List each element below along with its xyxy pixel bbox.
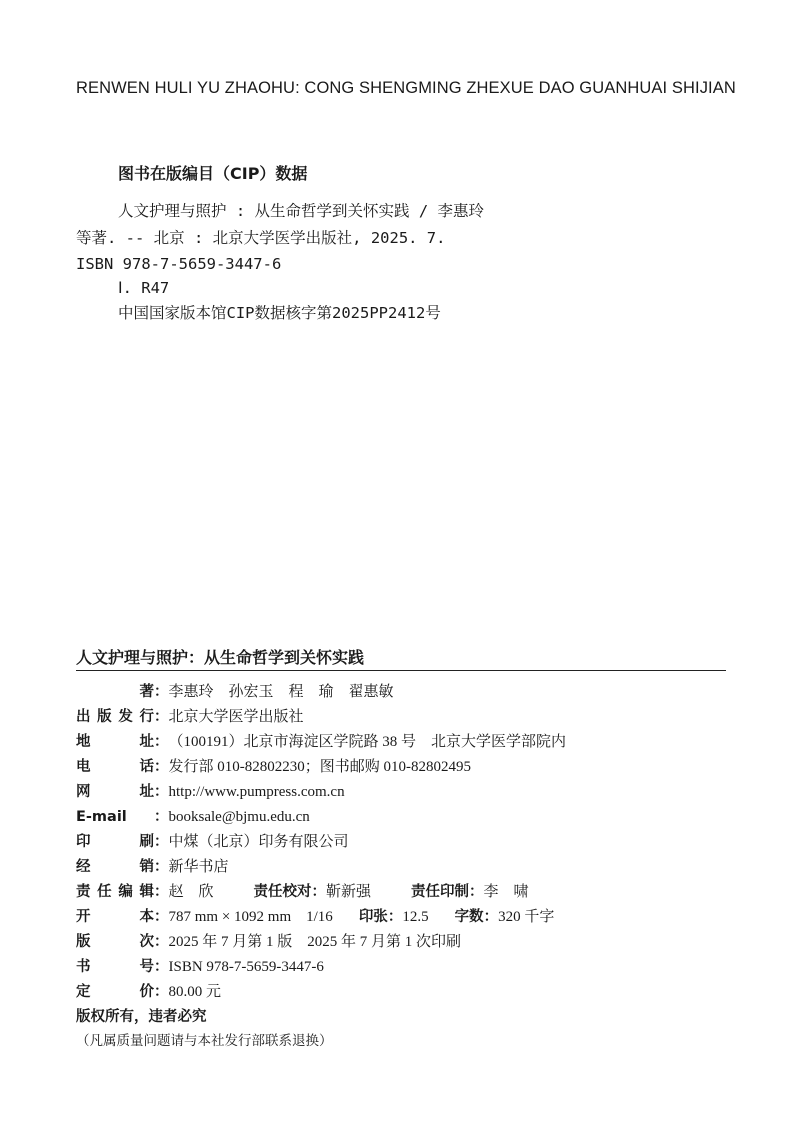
website-value: http://www.pumpress.com.cn <box>168 784 345 800</box>
imprint-row-publisher: 出版发行 ： 北京大学医学出版社 <box>76 705 756 730</box>
author-value: 李惠玲 孙宏玉 程 瑜 翟惠敏 <box>168 684 394 700</box>
price-label: 定价 <box>76 984 154 1000</box>
cip-line: ISBN 978-7-5659-3447-6 <box>76 255 282 273</box>
imprint-row-distributor: 经销 ： 新华书店 <box>76 855 756 880</box>
proofreader-value: 靳新强 <box>326 884 372 900</box>
editor-value: 赵 欣 <box>168 884 214 900</box>
phone-label: 电话 <box>76 759 154 775</box>
edition-value: 2025 年 7 月第 1 版 2025 年 7 月第 1 次印刷 <box>168 934 462 950</box>
copyright-notice: 版权所有，违者必究 <box>76 1009 207 1025</box>
publisher-label: 出版发行 <box>76 709 154 725</box>
cip-line: 人文护理与照护 : 从生命哲学到关怀实践 / 李惠玲 <box>118 202 484 220</box>
imprint-row-email: E-mail ： booksale@bjmu.edu.cn <box>76 805 756 830</box>
distributor-value: 新华书店 <box>168 859 229 875</box>
author-label: 著 <box>139 684 154 700</box>
publisher-value: 北京大学医学出版社 <box>168 709 304 725</box>
distributor-label: 经销 <box>76 859 154 875</box>
title-divider <box>76 670 726 671</box>
sheets-value: 12.5 <box>402 909 429 925</box>
words-label: 字数 <box>454 909 484 925</box>
isbn-value: ISBN 978-7-5659-3447-6 <box>168 959 324 975</box>
email-value: booksale@bjmu.edu.cn <box>168 809 310 825</box>
website-label: 网址 <box>76 784 154 800</box>
pinyin-title: RENWEN HULI YU ZHAOHU: CONG SHENGMING ZHEXUE DAO GUANHUAI SHIJIAN <box>76 79 736 97</box>
cip-line: 等著. -- 北京 : 北京大学医学出版社, 2025. 7. <box>76 229 446 247</box>
return-note: （凡属质量问题请与本社发行部联系退换） <box>76 1033 333 1049</box>
imprint-row-website: 网址 ： http://www.pumpress.com.cn <box>76 780 756 805</box>
print-supervisor-value: 李 啸 <box>483 884 529 900</box>
imprint-row-editors: 责任编辑 ： 赵 欣 责任校对 ： 靳新强 责任印制 ： 李 啸 <box>76 880 756 905</box>
imprint-row-author: 著 ： 李惠玲 孙宏玉 程 瑜 翟惠敏 <box>76 680 756 705</box>
format-value: 787 mm × 1092 mm 1/16 <box>168 909 333 925</box>
sheets-label: 印张 <box>358 909 388 925</box>
price-value: 80.00 元 <box>168 984 222 1000</box>
imprint-row-isbn: 书号 ： ISBN 978-7-5659-3447-6 <box>76 955 756 980</box>
format-label: 开本 <box>76 909 154 925</box>
editor-label: 责任编辑 <box>76 884 154 900</box>
printer-label: 印刷 <box>76 834 154 850</box>
imprint-row-price: 定价 ： 80.00 元 <box>76 980 756 1005</box>
printer-value: 中煤（北京）印务有限公司 <box>168 834 349 850</box>
cip-line: 中国国家版本馆CIP数据核字第2025PP2412号 <box>118 304 441 322</box>
cip-line: Ⅰ. R47 <box>118 279 170 297</box>
imprint-row-format: 开本 ： 787 mm × 1092 mm 1/16 印张 ： 12.5 字数 ： 320 千字 <box>76 905 756 930</box>
email-label: E-mail <box>76 809 127 825</box>
cip-heading: 图书在版编目（CIP）数据 <box>118 164 308 183</box>
words-value: 320 千字 <box>498 909 555 925</box>
imprint-row-printer: 印刷 ： 中煤（北京）印务有限公司 <box>76 830 756 855</box>
imprint-block <box>76 680 756 1052</box>
proofreader-label: 责任校对 <box>253 884 312 900</box>
book-title: 人文护理与照护：从生命哲学到关怀实践 <box>76 648 365 667</box>
phone-value: 发行部 010-82802230；图书邮购 010-82802495 <box>168 759 471 775</box>
address-value: （100191）北京市海淀区学院路 38 号 北京大学医学部院内 <box>168 734 567 750</box>
print-supervisor-label: 责任印制 <box>411 884 470 900</box>
edition-label: 版次 <box>76 934 154 950</box>
imprint-row-edition: 版次 ： 2025 年 7 月第 1 版 2025 年 7 月第 1 次印刷 <box>76 930 756 955</box>
isbn-label: 书号 <box>76 959 154 975</box>
imprint-row-phone: 电话 ： 发行部 010-82802230；图书邮购 010-82802495 <box>76 755 756 780</box>
imprint-row-address: 地址 ： （100191）北京市海淀区学院路 38 号 北京大学医学部院内 <box>76 730 756 755</box>
address-label: 地址 <box>76 734 154 750</box>
